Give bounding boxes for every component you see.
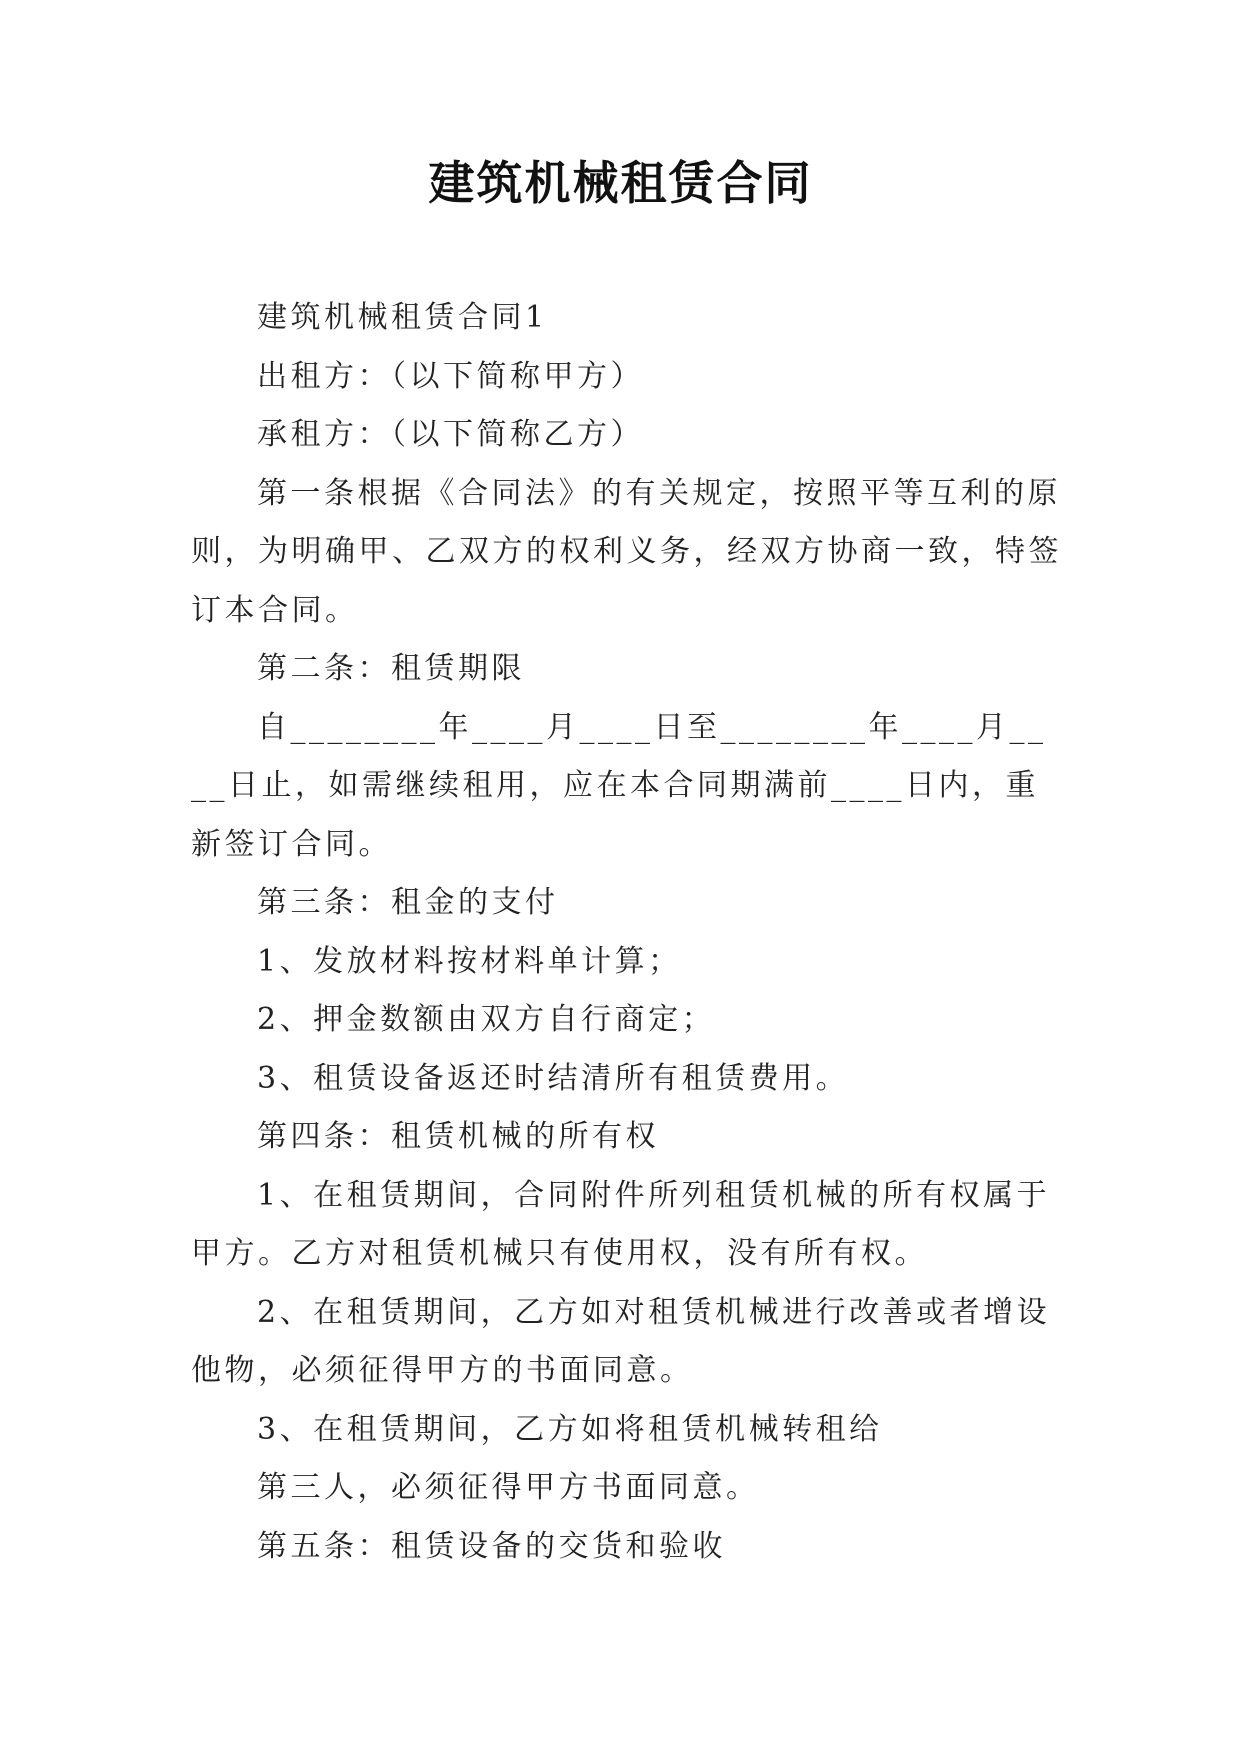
list-item: 3、在租赁期间，乙方如将租赁机械转租给 (257, 1411, 883, 1447)
paragraph-continuation: 第三人，必须征得甲方书面同意。 (257, 1470, 760, 1505)
list-item: 2、在租赁期间，乙方如对租赁机械进行改善或者增设他物，必须征得甲方的书面同意。 (191, 1294, 1051, 1388)
heading-article-4: 第四条：租赁机械的所有权 (257, 1119, 659, 1154)
list-item: 3、租赁设备返还时结清所有租赁费用。 (257, 1060, 850, 1096)
paragraph-article-1: 第一条根据《合同法》的有关规定，按照平等互利的原则，为明确甲、乙双方的权利义务，经双方协商一致，特签订本合同。 (191, 475, 1062, 628)
paragraph-contract-number: 建筑机械租赁合同1 (257, 300, 548, 335)
heading-article-5: 第五条：租赁设备的交货和验收 (257, 1528, 726, 1564)
paragraph-lessee: 承租方：（以下简称乙方） (257, 417, 644, 452)
list-item: 1、在租赁期间，合同附件所列租赁机械的所有权属于甲方。乙方对租赁机械只有使用权，没有所有权。 (191, 1177, 1051, 1271)
heading-article-2: 第二条：租赁期限 (257, 651, 525, 686)
list-item: 2、押金数额由双方自行商定； (257, 1002, 716, 1037)
document-body (191, 289, 1063, 1576)
paragraph-lessor: 出租方：（以下简称甲方） (257, 358, 644, 394)
heading-article-3: 第三条：租金的支付 (257, 885, 559, 920)
document-title: 建筑机械租赁合同 (428, 156, 813, 210)
list-item: 1、发放材料按材料单计算； (257, 943, 682, 979)
paragraph-lease-term: 自________年____月____日至________年____月____日止，如需继续租用，应在本合同期满前____日内，重新签订合同。 (191, 709, 1047, 862)
